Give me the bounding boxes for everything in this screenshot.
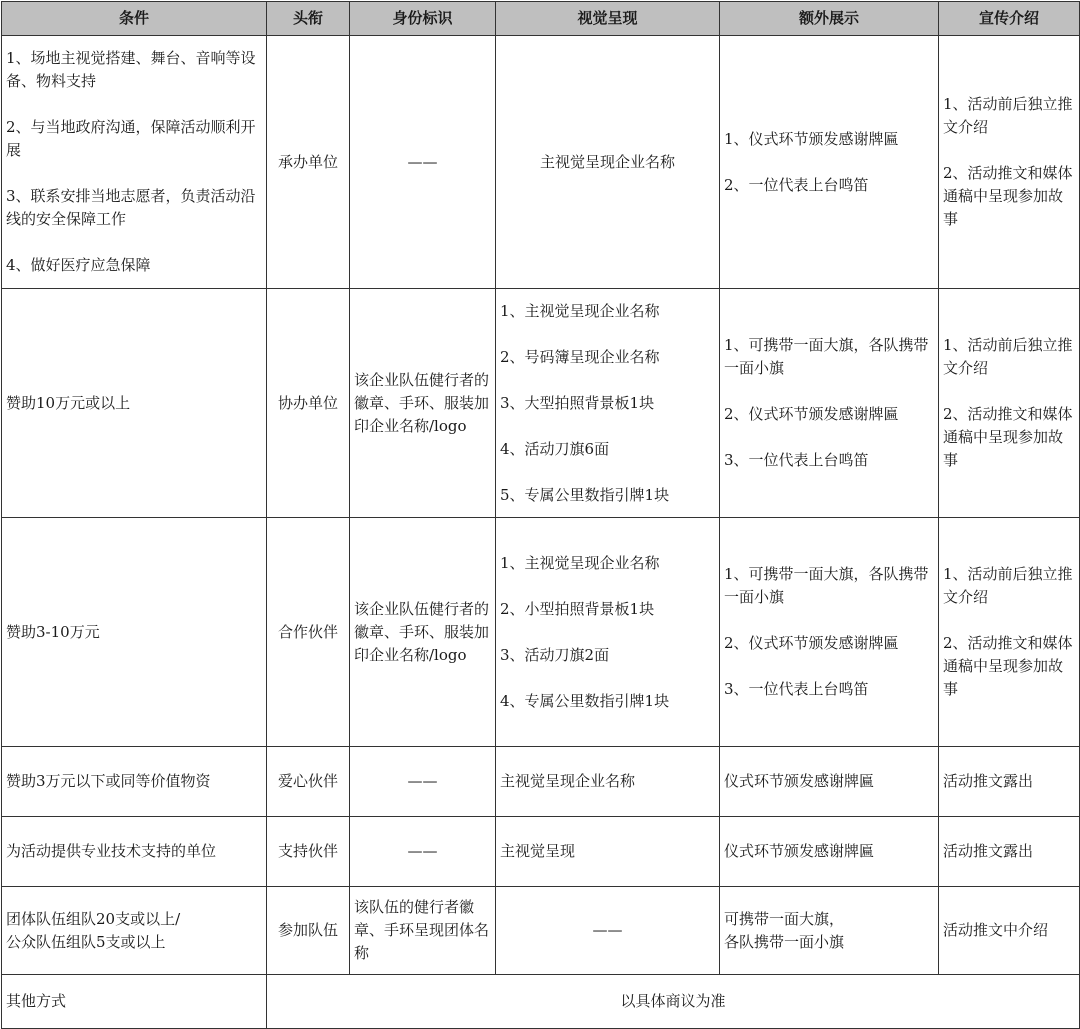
extra-cell xyxy=(720,36,939,289)
header-condition: 条件 xyxy=(2,2,267,36)
condition-item: 为活动提供专业技术支持的单位 xyxy=(6,842,217,860)
visual-item: 1、主视觉呈现企业名称 xyxy=(500,301,660,320)
visual-item: 2、号码簿呈现企业名称 xyxy=(500,347,660,366)
promo-cell xyxy=(939,887,1080,975)
extra-item: 1、仪式环节颁发感谢牌匾 xyxy=(724,129,899,148)
header-row xyxy=(2,2,1080,36)
extra-cell xyxy=(720,817,939,887)
identity-cell: —— xyxy=(350,36,496,289)
sponsorship-table xyxy=(1,1,1080,1029)
condition-item: 公众队伍组队5支或以上 xyxy=(6,932,166,951)
title-cell: 承办单位 xyxy=(267,36,350,289)
visual-cell xyxy=(496,518,720,747)
title-cell: 协办单位 xyxy=(267,289,350,518)
extra-cell xyxy=(720,518,939,747)
promo-cell xyxy=(939,289,1080,518)
visual-item: 主视觉呈现企业名称 xyxy=(500,772,636,790)
visual-item: 4、专属公里数指引牌1块 xyxy=(500,691,670,710)
header-visual: 视觉呈现 xyxy=(496,2,720,36)
promo-item: 1、活动前后独立推文介绍 xyxy=(943,565,1073,606)
promo-item: 2、活动推文和媒体通稿中呈现参加故事 xyxy=(943,405,1073,469)
title-cell: 爱心伙伴 xyxy=(267,747,350,817)
extra-item: 1、可携带一面大旗，各队携带一面小旗 xyxy=(724,565,929,606)
promo-item: 2、活动推文和媒体通稿中呈现参加故事 xyxy=(943,164,1073,228)
visual-cell xyxy=(496,289,720,518)
visual-cell xyxy=(496,887,720,975)
extra-item: 仪式环节颁发感谢牌匾 xyxy=(724,772,875,790)
condition-cell xyxy=(2,887,267,975)
header-title: 头衔 xyxy=(267,2,350,36)
table-row xyxy=(2,747,1080,817)
condition-item: 3、联系安排当地志愿者，负责活动沿线的安全保障工作 xyxy=(6,187,256,228)
visual-item: 3、大型拍照背景板1块 xyxy=(500,393,655,412)
condition-item: 赞助3万元以下或同等价值物资 xyxy=(6,772,211,790)
promo-item: 2、活动推文和媒体通稿中呈现参加故事 xyxy=(943,634,1073,698)
condition-cell xyxy=(2,518,267,747)
visual-cell xyxy=(496,36,720,289)
identity-cell: 该企业队伍健行者的徽章、手环、服装加印企业名称/logo xyxy=(350,289,496,518)
visual-item: 2、小型拍照背景板1块 xyxy=(500,599,655,618)
condition-item: 2、与当地政府沟通，保障活动顺利开展 xyxy=(6,118,256,159)
extra-cell xyxy=(720,289,939,518)
visual-item: 4、活动刀旗6面 xyxy=(500,439,610,458)
table-row xyxy=(2,887,1080,975)
header-identity: 身份标识 xyxy=(350,2,496,36)
promo-cell xyxy=(939,817,1080,887)
condition-cell xyxy=(2,817,267,887)
header-promo: 宣传介绍 xyxy=(939,2,1080,36)
table-row xyxy=(2,817,1080,887)
extra-item: 3、一位代表上台鸣笛 xyxy=(724,451,869,469)
promo-item: 活动推文露出 xyxy=(943,842,1034,860)
condition-item: 赞助10万元或以上 xyxy=(6,393,131,412)
promo-item: 活动推文中介绍 xyxy=(943,921,1049,939)
table-row xyxy=(2,975,1080,1029)
promo-cell xyxy=(939,747,1080,817)
condition-cell: 其他方式 xyxy=(2,975,267,1029)
visual-cell xyxy=(496,747,720,817)
visual-cell xyxy=(496,817,720,887)
visual-item: 主视觉呈现 xyxy=(500,842,576,860)
extra-item: 2、仪式环节颁发感谢牌匾 xyxy=(724,405,899,423)
condition-cell xyxy=(2,36,267,289)
identity-cell: 该企业队伍健行者的徽章、手环、服装加印企业名称/logo xyxy=(350,518,496,747)
condition-item: 4、做好医疗应急保障 xyxy=(6,256,151,274)
title-cell: 合作伙伴 xyxy=(267,518,350,747)
table-row xyxy=(2,289,1080,518)
extra-cell xyxy=(720,747,939,817)
condition-cell xyxy=(2,747,267,817)
promo-cell xyxy=(939,36,1080,289)
extra-item: 2、一位代表上台鸣笛 xyxy=(724,175,869,194)
title-cell: 支持伙伴 xyxy=(267,817,350,887)
visual-item: 3、活动刀旗2面 xyxy=(500,645,610,664)
extra-item: 可携带一面大旗， xyxy=(724,909,845,928)
promo-item: 活动推文露出 xyxy=(943,772,1034,790)
promo-item: 1、活动前后独立推文介绍 xyxy=(943,336,1073,377)
extra-item: 3、一位代表上台鸣笛 xyxy=(724,680,869,698)
visual-item: 1、主视觉呈现企业名称 xyxy=(500,553,660,572)
other-note-cell: 以具体商议为准 xyxy=(267,975,1080,1029)
visual-item: —— xyxy=(592,921,623,939)
header-extra: 额外展示 xyxy=(720,2,939,36)
extra-cell xyxy=(720,887,939,975)
condition-item: 团体队伍组队20支或以上/ xyxy=(6,909,181,928)
promo-cell xyxy=(939,518,1080,747)
visual-item: 5、专属公里数指引牌1块 xyxy=(500,485,670,504)
condition-item: 赞助3-10万元 xyxy=(6,622,100,641)
identity-cell: 该队伍的健行者徽章、手环呈现团体名称 xyxy=(350,887,496,975)
identity-cell: —— xyxy=(350,817,496,887)
promo-item: 1、活动前后独立推文介绍 xyxy=(943,95,1073,136)
identity-cell: —— xyxy=(350,747,496,817)
visual-item: 主视觉呈现企业名称 xyxy=(539,152,675,171)
extra-item: 仪式环节颁发感谢牌匾 xyxy=(724,842,875,860)
extra-item: 各队携带一面小旗 xyxy=(724,932,845,951)
table-row xyxy=(2,518,1080,747)
table-row xyxy=(2,36,1080,289)
condition-cell xyxy=(2,289,267,518)
condition-item: 1、场地主视觉搭建、舞台、音响等设备、物料支持 xyxy=(6,49,256,90)
extra-item: 2、仪式环节颁发感谢牌匾 xyxy=(724,634,899,652)
title-cell: 参加队伍 xyxy=(267,887,350,975)
extra-item: 1、可携带一面大旗，各队携带一面小旗 xyxy=(724,336,929,377)
